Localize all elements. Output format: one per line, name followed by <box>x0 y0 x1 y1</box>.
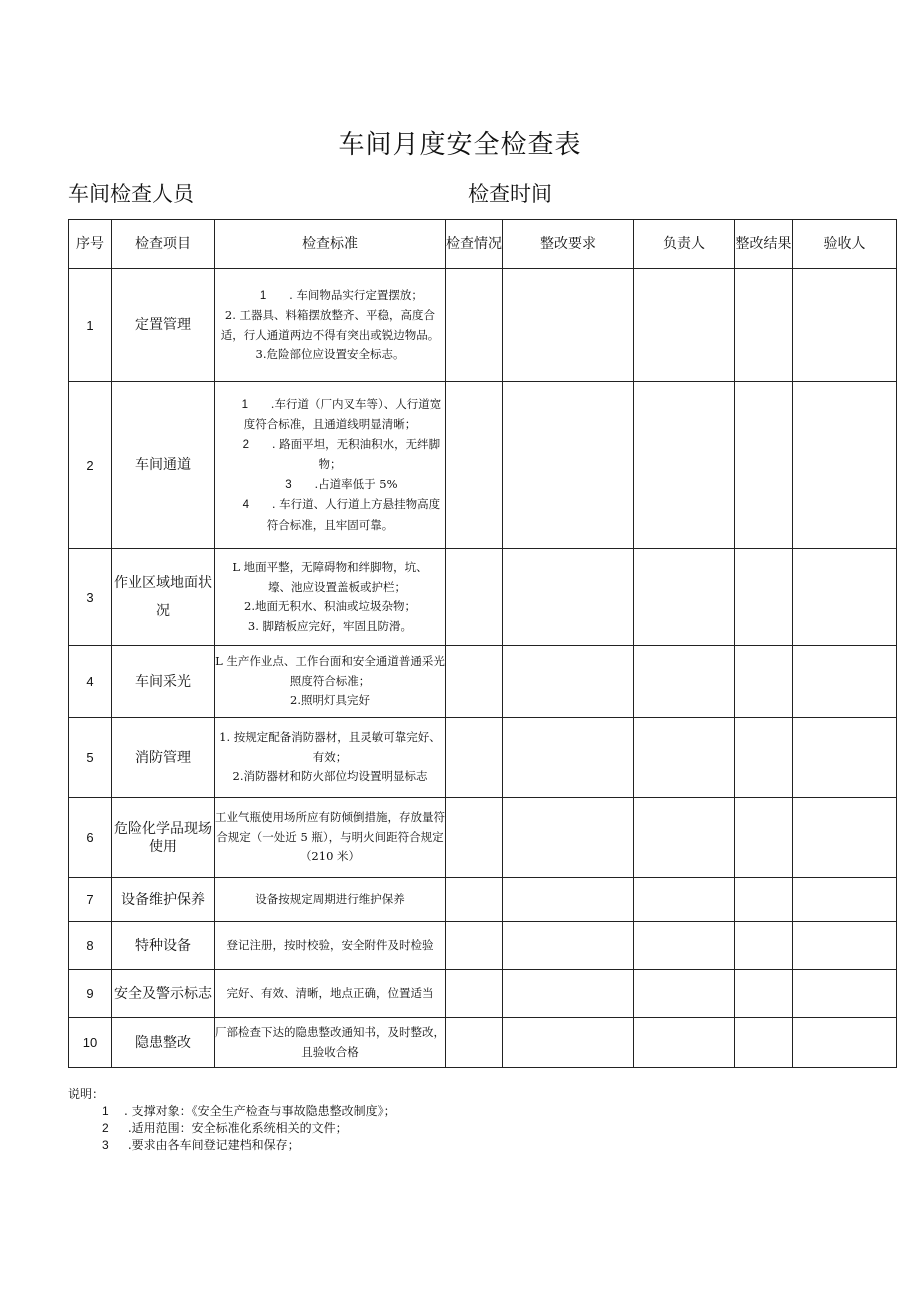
status-cell[interactable] <box>446 269 503 382</box>
standard-line-number: 3 <box>285 478 292 491</box>
table-row <box>69 798 897 878</box>
header-item: 检查项目 <box>112 220 215 269</box>
owner-cell[interactable] <box>634 922 735 970</box>
standard-line-text: 登记注册，按时校验，安全附件及时检验 <box>226 937 434 952</box>
check-standard <box>215 798 446 878</box>
standard-line-text: .车行道（厂内叉车等）、人行道宽度符合标准，且通道线明显清晰； <box>243 396 442 432</box>
check-standard <box>215 646 446 718</box>
standard-line-text: L 地面平整，无障碍物和绊脚物，坑、 <box>232 560 428 574</box>
owner-cell[interactable] <box>634 798 735 878</box>
inspection-time-label: 检查时间 <box>468 182 552 206</box>
standard-line <box>215 578 445 598</box>
result-cell[interactable] <box>735 798 793 878</box>
owner-cell[interactable] <box>634 549 735 646</box>
note-text: .适用范围：安全标准化系统相关的文件； <box>124 1121 348 1135</box>
owner-cell[interactable] <box>634 646 735 718</box>
standard-line <box>215 306 445 345</box>
row-number: 8 <box>69 922 112 970</box>
status-cell[interactable] <box>446 646 503 718</box>
requirement-cell[interactable] <box>503 1018 634 1068</box>
standard-line <box>215 597 445 617</box>
standard-line-text: 厂部检查下达的隐患整改通知书，及时整改，且验收合格 <box>215 1025 445 1059</box>
check-item: 消防管理 <box>112 718 215 798</box>
check-item: 隐患整改 <box>112 1018 215 1068</box>
requirement-cell[interactable] <box>503 382 634 549</box>
standard-line <box>215 435 445 475</box>
owner-cell[interactable] <box>634 970 735 1018</box>
header-acceptor: 验收人 <box>793 220 897 269</box>
standard-line <box>215 984 445 1004</box>
requirement-cell[interactable] <box>503 922 634 970</box>
table-row <box>69 549 897 646</box>
row-number: 4 <box>69 646 112 718</box>
result-cell[interactable] <box>735 646 793 718</box>
standard-line <box>215 475 445 496</box>
standard-line <box>215 558 445 578</box>
row-number: 1 <box>69 269 112 382</box>
notes-label: 说明： <box>68 1087 105 1101</box>
document-title: 车间月度安全检查表 <box>338 130 582 160</box>
acceptor-cell[interactable] <box>793 878 897 922</box>
status-cell[interactable] <box>446 970 503 1018</box>
row-number: 9 <box>69 970 112 1018</box>
owner-cell[interactable] <box>634 718 735 798</box>
check-standard <box>215 970 446 1018</box>
standard-line-number: 1 <box>259 289 267 302</box>
standard-line-text: .占道率低于 5% <box>314 476 398 491</box>
row-number: 3 <box>69 549 112 646</box>
check-item: 定置管理 <box>112 269 215 382</box>
standard-line <box>215 808 445 867</box>
owner-cell[interactable] <box>634 269 735 382</box>
standard-line <box>215 890 445 910</box>
check-item: 特种设备 <box>112 922 215 970</box>
standard-line-text: 2.地面无积水、积油或垃圾杂物； <box>244 599 416 613</box>
standard-line <box>215 767 445 787</box>
standard-line-text: L 生产作业点、工作台面和安全通道普通采光照度符合标准； <box>215 654 445 688</box>
header-owner: 负责人 <box>634 220 735 269</box>
status-cell[interactable] <box>446 878 503 922</box>
standard-line-text: 2.照明灯具完好 <box>290 693 370 708</box>
standard-line-text: 设备按规定周期进行维护保养 <box>255 891 405 906</box>
inspection-table <box>68 219 897 1068</box>
standard-line-text: 3. 脚踏板应完好，牢固且防滑。 <box>247 618 413 633</box>
status-cell[interactable] <box>446 798 503 878</box>
status-cell[interactable] <box>446 718 503 798</box>
check-standard <box>215 718 446 798</box>
standard-line <box>215 652 445 691</box>
standard-line <box>215 691 445 711</box>
standard-line-number: 1 <box>241 398 248 411</box>
standard-line <box>215 345 445 365</box>
standard-line <box>215 286 445 307</box>
check-standard <box>215 382 446 549</box>
result-cell[interactable] <box>735 878 793 922</box>
owner-cell[interactable] <box>634 382 735 549</box>
check-item: 设备维护保养 <box>112 878 215 922</box>
standard-line <box>215 395 445 435</box>
table-row <box>69 970 897 1018</box>
table-row <box>69 718 897 798</box>
standard-line-text: 2. 工器具、料箱摆放整齐、平稳，高度合适，行人通道两边不得有突出或锐边物品。 <box>220 308 440 342</box>
standard-line <box>215 617 445 637</box>
standard-line-text: . 车行道、人行道上方悬挂物高度符合标准，且牢固可靠。 <box>266 497 441 532</box>
requirement-cell[interactable] <box>503 718 634 798</box>
note-number: 3 <box>102 1138 109 1152</box>
header-result: 整改结果 <box>735 220 793 269</box>
standard-line-text: 工业气瓶使用场所应有防倾倒措施，存放量符合规定（一处近 5 瓶），与明火间距符合规定（210 米） <box>215 810 445 864</box>
inspector-label: 车间检查人员 <box>68 182 194 206</box>
header-row <box>69 220 897 269</box>
requirement-cell[interactable] <box>503 646 634 718</box>
requirement-cell[interactable] <box>503 878 634 922</box>
acceptor-cell[interactable] <box>793 1018 897 1068</box>
standard-line-text: 2.消防器材和防火部位均设置明显标志 <box>232 769 428 784</box>
check-standard <box>215 878 446 922</box>
acceptor-cell[interactable] <box>793 382 897 549</box>
result-cell[interactable] <box>735 718 793 798</box>
status-cell[interactable] <box>446 549 503 646</box>
table-row <box>69 646 897 718</box>
note-item <box>68 1120 396 1137</box>
check-item: 安全及警示标志 <box>112 970 215 1018</box>
standard-line-number: 2 <box>242 438 250 451</box>
check-item: 危险化学品现场使用 <box>112 798 215 878</box>
standard-line <box>215 936 445 956</box>
note-number: 1 <box>102 1104 109 1118</box>
standard-line-text: 完好、有效、清晰，地点正确，位置适当 <box>226 985 434 1000</box>
standard-line <box>215 1023 445 1062</box>
standard-line <box>215 728 445 767</box>
check-standard <box>215 549 446 646</box>
note-item <box>68 1137 396 1154</box>
check-standard <box>215 1018 446 1068</box>
header-status: 检查情况 <box>446 220 503 269</box>
status-cell[interactable] <box>446 382 503 549</box>
acceptor-cell[interactable] <box>793 718 897 798</box>
result-cell[interactable] <box>735 549 793 646</box>
status-cell[interactable] <box>446 1018 503 1068</box>
standard-line-number: 4 <box>242 499 250 512</box>
acceptor-cell[interactable] <box>793 970 897 1018</box>
check-standard <box>215 269 446 382</box>
row-number: 5 <box>69 718 112 798</box>
header-standard: 检查标准 <box>215 220 446 269</box>
table-row <box>69 878 897 922</box>
acceptor-cell[interactable] <box>793 922 897 970</box>
acceptor-cell[interactable] <box>793 798 897 878</box>
result-cell[interactable] <box>735 970 793 1018</box>
requirement-cell[interactable] <box>503 269 634 382</box>
notes-section <box>68 1086 396 1154</box>
note-number: 2 <box>102 1121 109 1135</box>
note-text: . 支撑对象：《安全生产检查与事故隐患整改制度》； <box>124 1104 396 1118</box>
row-number: 6 <box>69 798 112 878</box>
row-number: 2 <box>69 382 112 549</box>
header-no: 序号 <box>69 220 112 269</box>
acceptor-cell[interactable] <box>793 646 897 718</box>
table-row <box>69 382 897 549</box>
check-item: 作业区域地面状况 <box>112 549 215 646</box>
requirement-cell[interactable] <box>503 549 634 646</box>
check-standard <box>215 922 446 970</box>
owner-cell[interactable] <box>634 878 735 922</box>
note-item <box>68 1103 396 1120</box>
requirement-cell[interactable] <box>503 970 634 1018</box>
table-row <box>69 922 897 970</box>
header-requirement: 整改要求 <box>503 220 634 269</box>
row-number: 10 <box>69 1018 112 1068</box>
standard-line-text: 3.危险部位应设置安全标志。 <box>255 347 405 361</box>
note-text: .要求由各车间登记建档和保存； <box>124 1138 300 1152</box>
status-cell[interactable] <box>446 922 503 970</box>
acceptor-cell[interactable] <box>793 549 897 646</box>
standard-line-text: . 车间物品实行定置摆放； <box>289 287 423 302</box>
owner-cell[interactable] <box>634 1018 735 1068</box>
table-row <box>69 269 897 382</box>
result-cell[interactable] <box>735 269 793 382</box>
check-item: 车间采光 <box>112 646 215 718</box>
requirement-cell[interactable] <box>503 798 634 878</box>
standard-line-text: 1. 按规定配备消防器材，且灵敏可靠完好、有效； <box>219 730 441 764</box>
result-cell[interactable] <box>735 922 793 970</box>
row-number: 7 <box>69 878 112 922</box>
acceptor-cell[interactable] <box>793 269 897 382</box>
standard-line-text: 壕、池应设置盖板或护栏； <box>268 579 406 594</box>
check-item: 车间通道 <box>112 382 215 549</box>
standard-line <box>215 495 445 535</box>
table-row <box>69 1018 897 1068</box>
result-cell[interactable] <box>735 1018 793 1068</box>
standard-line-text: . 路面平坦，无积油积水，无绊脚物； <box>271 436 441 472</box>
result-cell[interactable] <box>735 382 793 549</box>
